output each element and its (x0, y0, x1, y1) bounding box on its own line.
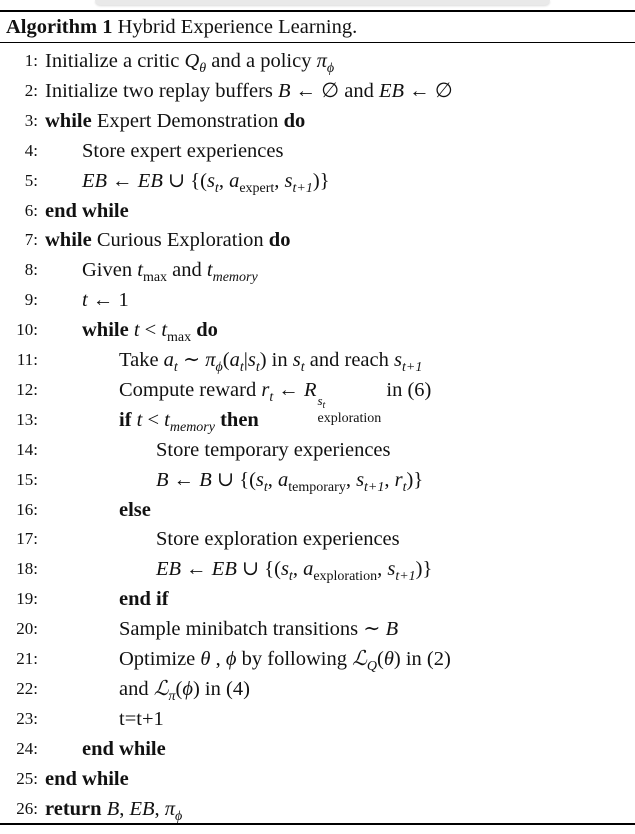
text-segment: Sample minibatch transitions ∼ (119, 618, 386, 641)
text-segment: , (274, 169, 285, 192)
math-token: B (106, 797, 120, 820)
line-text (119, 614, 398, 644)
text-segment: < (142, 408, 165, 431)
line-number: 7: (24, 230, 38, 250)
line-number: 2: (24, 80, 38, 100)
text-segment: Given (82, 259, 138, 282)
line-text (156, 554, 432, 592)
math-token: memory (212, 270, 258, 286)
text-segment: ∪ {( (162, 169, 207, 192)
text-segment: ( (222, 349, 230, 371)
math-token: r (261, 378, 270, 401)
line-text (45, 106, 305, 136)
math-token: a (229, 169, 240, 192)
math-token: θ (199, 61, 207, 76)
math-token: max (167, 330, 192, 346)
text-segment: )} (415, 558, 433, 581)
math-token: t+1 (364, 479, 385, 495)
line-text (45, 196, 129, 226)
math-token: t+1 (292, 180, 313, 196)
line-number: 8: (24, 260, 38, 280)
math-token: expert (239, 180, 275, 196)
text-segment: Optimize (119, 648, 201, 670)
line-text (156, 435, 391, 465)
math-token: t (133, 319, 140, 342)
line-number: 5: (24, 170, 38, 190)
math-token: t (164, 408, 170, 431)
math-token: t+1 (401, 360, 423, 375)
line-number: 17: (16, 529, 38, 549)
keyword: do (283, 109, 306, 132)
text-segment: < (139, 319, 162, 342)
math-token: t (300, 360, 305, 375)
algorithm-label: Algorithm 1 (6, 16, 113, 38)
text-segment: Take (119, 349, 164, 371)
browser-bar-fragment (95, 0, 550, 5)
line-text (119, 704, 164, 734)
math-token: t (288, 569, 293, 585)
line-number: 19: (16, 589, 38, 609)
math-token: t (82, 289, 88, 312)
math-token: EB (379, 79, 405, 102)
keyword: then (220, 408, 259, 431)
line-number: 13: (16, 409, 38, 429)
line-number: 3: (24, 110, 38, 130)
text-segment: , (154, 797, 165, 820)
text-segment: ← (273, 378, 304, 401)
math-token: π (205, 349, 216, 371)
line-number: 10: (16, 320, 38, 340)
line-text (156, 524, 400, 554)
text-segment: ) in (259, 349, 293, 371)
text-segment: , (218, 169, 230, 192)
keyword: while (45, 229, 92, 252)
text-segment: ∪ {( (236, 558, 281, 581)
math-token: a (278, 468, 289, 491)
math-token: s (394, 349, 402, 371)
math-token: EB (211, 558, 237, 581)
math-token: B (156, 468, 169, 491)
algorithm-caption (6, 13, 357, 41)
math-token: a (229, 349, 240, 371)
math-token: s (387, 558, 396, 581)
math-token: t (255, 360, 260, 375)
math-token: t (206, 259, 213, 282)
math-token: s (284, 169, 293, 192)
math-token: θ (383, 648, 394, 670)
text-segment: Initialize two replay buffers (45, 79, 279, 102)
line-number: 21: (16, 649, 38, 668)
line-text (119, 495, 151, 525)
line-text (45, 225, 290, 255)
line-number: 14: (16, 439, 38, 459)
math-token: a (303, 558, 314, 581)
text-segment: , (267, 468, 279, 491)
text-segment: ← ∅ and (290, 79, 380, 102)
keyword: while (82, 319, 129, 342)
line-number: 16: (16, 499, 38, 519)
math-token: B (199, 468, 212, 491)
text-segment: ← (107, 169, 138, 192)
math-token: EB (129, 797, 155, 820)
text-segment: and a policy (206, 50, 317, 72)
math-token: π (164, 797, 176, 820)
text-segment: Curious Exploration (91, 229, 269, 252)
math-token: s (247, 349, 256, 371)
math-token: s (280, 558, 289, 581)
math-token: Q (366, 659, 377, 674)
math-token: t (402, 479, 407, 495)
text-segment: by following (236, 648, 353, 670)
math-token: t (137, 259, 143, 282)
top-rule (0, 10, 635, 12)
text-segment: Store expert experiences (82, 139, 284, 162)
line-number: 12: (16, 379, 38, 399)
text-segment: ∼ (177, 349, 206, 371)
text-segment: , (345, 468, 357, 491)
math-token: s (206, 169, 215, 192)
line-text (82, 136, 284, 166)
text-segment: ← 1 (87, 289, 129, 312)
math-token: θ (200, 648, 211, 670)
line-number: 26: (16, 798, 38, 818)
math-token: s (292, 349, 301, 371)
text-segment: Initialize a critic (45, 50, 185, 72)
keyword: end while (45, 199, 129, 222)
text-segment: t=t+1 (119, 707, 164, 730)
math-token: ϕ (182, 677, 193, 700)
text-segment: Store temporary experiences (156, 438, 391, 461)
caption-rule (0, 42, 635, 43)
math-token: a (163, 349, 174, 371)
keyword: return (45, 797, 102, 820)
keyword: do (196, 319, 218, 342)
text-segment: | (243, 349, 248, 371)
math-token: t (173, 360, 178, 375)
text-segment: ( (175, 677, 183, 700)
math-token: π (168, 688, 176, 704)
line-number: 20: (16, 619, 38, 639)
line-text (156, 465, 423, 503)
text-segment: Expert Demonstration (91, 109, 284, 132)
bottom-rule (0, 823, 635, 825)
keyword: while (45, 109, 92, 132)
math-token: t (263, 479, 268, 495)
math-token: B (385, 618, 399, 641)
math-token: memory (169, 419, 215, 435)
text-segment: ← (168, 468, 200, 491)
line-number: 22: (16, 678, 38, 698)
text-segment: , (384, 468, 395, 491)
math-token: s (255, 468, 264, 491)
math-token: R (303, 378, 317, 401)
math-token: t (136, 408, 143, 431)
line-number: 25: (16, 768, 38, 788)
line-number: 11: (16, 350, 38, 369)
keyword: end while (45, 767, 129, 790)
line-number: 24: (16, 738, 38, 758)
line-text (82, 285, 129, 315)
line-text (119, 584, 169, 614)
math-token: temporary (288, 479, 346, 495)
text-segment: , (292, 558, 304, 581)
math-subscript: exploration (317, 410, 382, 426)
text-segment: Store exploration experiences (156, 528, 400, 551)
text-segment: ) in (2) (393, 648, 451, 670)
line-number: 6: (24, 200, 38, 220)
text-segment: )} (406, 468, 424, 491)
keyword: else (119, 498, 151, 521)
math-token: t (239, 360, 244, 375)
line-text (45, 764, 129, 794)
text-segment: )} (312, 169, 330, 192)
text-segment: , (210, 648, 226, 670)
text-segment: Compute reward (119, 378, 262, 401)
math-token: ℒ (153, 677, 169, 700)
math-token: ϕ (326, 61, 335, 76)
line-text (82, 734, 166, 764)
math-superscript: $s_t$ (317, 392, 326, 411)
math-token: ϕ (175, 808, 183, 824)
math-token: B (278, 79, 291, 102)
text-segment: ) in (4) (192, 677, 250, 700)
line-number: 15: (16, 469, 38, 489)
math-token: t (161, 319, 168, 342)
math-token: exploration (313, 569, 378, 585)
math-token: EB (82, 169, 108, 192)
math-token: π (316, 50, 327, 72)
line-text (45, 794, 182, 832)
text-segment: ← (181, 558, 212, 581)
line-number: 9: (24, 290, 38, 310)
math-subsup (317, 394, 381, 425)
algorithm-title: Hybrid Experience Learning. (112, 16, 358, 38)
keyword: if (119, 408, 132, 431)
line-number: 4: (24, 140, 38, 160)
math-token: ϕ (225, 648, 237, 670)
text-segment: , (119, 797, 130, 820)
text-segment: and reach (304, 349, 394, 371)
math-token: t (269, 389, 274, 405)
text-segment: and (119, 677, 154, 700)
text-segment: , (377, 558, 388, 581)
keyword: do (268, 229, 291, 252)
line-number: 18: (16, 559, 38, 579)
text-segment: ( (376, 648, 384, 670)
text-segment: and (167, 259, 207, 282)
math-token: Q (184, 50, 200, 72)
keyword: end if (119, 588, 169, 611)
line-number: 23: (16, 708, 38, 728)
text-segment: ← ∅ (404, 79, 453, 102)
math-token: EB (137, 169, 163, 192)
math-token: t (214, 180, 219, 196)
math-token: max (142, 270, 168, 286)
line-text (45, 76, 453, 106)
math-token: t+1 (395, 569, 416, 585)
text-segment: ∪ {( (211, 468, 256, 491)
line-number: 1: (24, 51, 38, 70)
math-token: r (394, 468, 403, 491)
math-token: s (356, 468, 365, 491)
keyword: end while (82, 737, 166, 760)
text-segment: in (6) (381, 378, 432, 401)
math-token: ϕ (215, 360, 223, 375)
math-token: EB (156, 558, 182, 581)
math-token: ℒ (352, 648, 367, 670)
